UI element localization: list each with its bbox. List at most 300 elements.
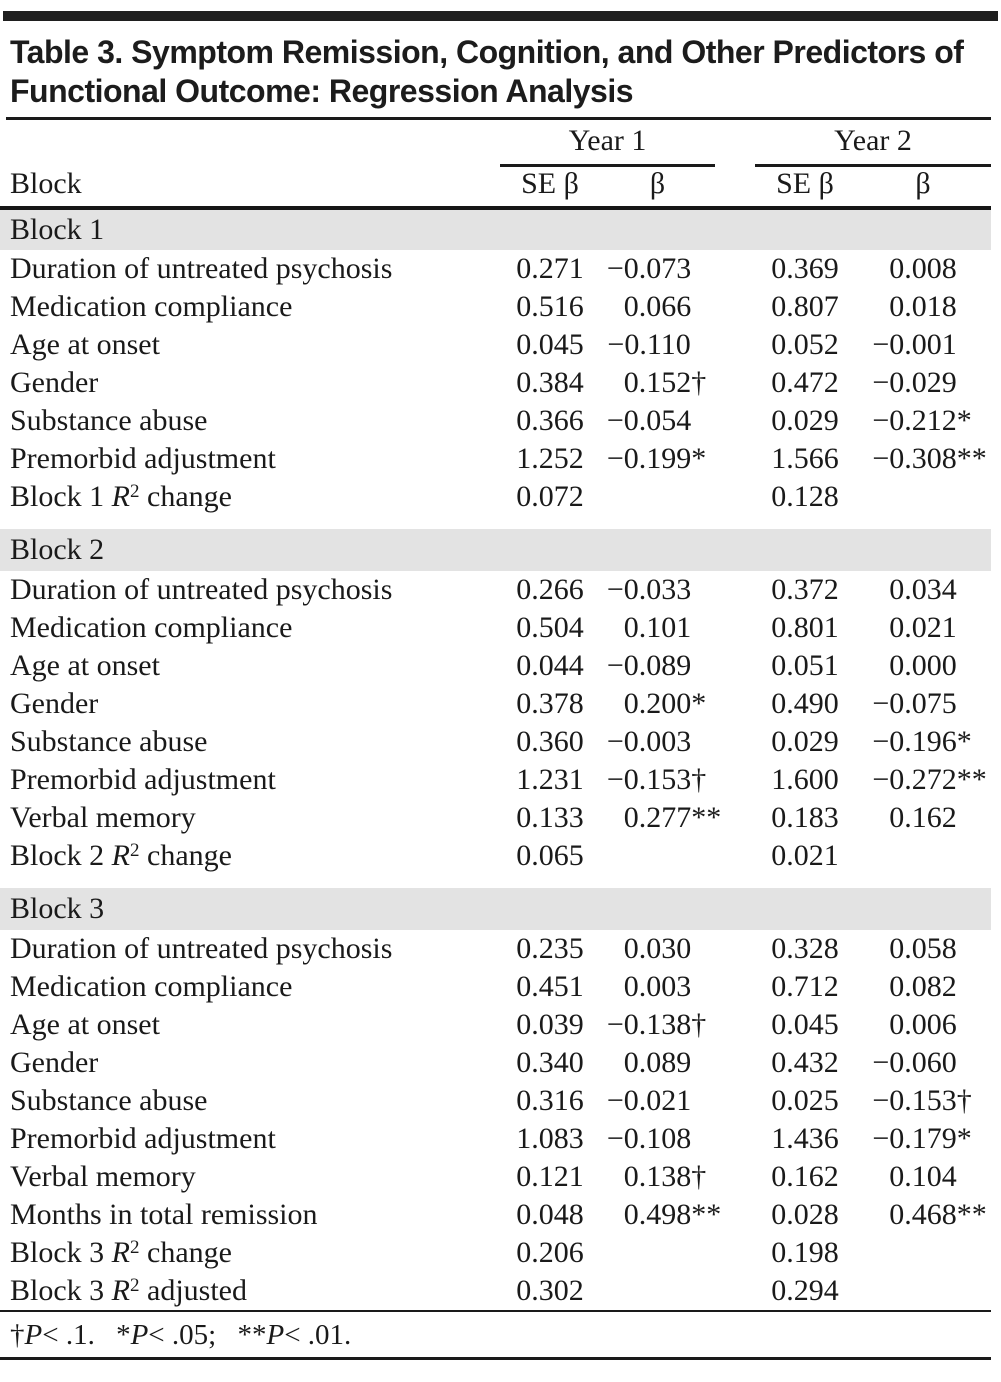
table-row [0, 1082, 991, 1120]
numeric-value: 0.498 ** [623, 1197, 722, 1231]
table-row [0, 1234, 991, 1272]
numeric-value: 0.516 [516, 289, 584, 323]
column-gap [715, 647, 755, 685]
numeric-value: − 0.196 * [872, 724, 972, 758]
row-label: Gender [10, 365, 99, 399]
cell-se-beta-year1 [500, 799, 600, 837]
cell-beta-year2 [855, 1120, 991, 1158]
cell-beta-year2 [855, 440, 991, 478]
col-header-beta-year1: β [600, 165, 715, 208]
column-gap [715, 571, 755, 609]
col-group-year1: Year 1 [500, 120, 715, 165]
col-group-year2: Year 2 [755, 120, 991, 165]
numeric-value: 0.152 † [623, 365, 707, 399]
block-header: Block 3 [0, 888, 991, 930]
block-header-row [0, 888, 991, 930]
numeric-value: 0.302 [516, 1273, 584, 1307]
table-row [0, 326, 991, 364]
cell-se-beta-year1 [500, 1272, 600, 1310]
block-header-row [0, 529, 991, 571]
numeric-value: 0.082 [889, 969, 957, 1003]
column-gap [715, 799, 755, 837]
numeric-value: 0.045 [771, 1007, 839, 1041]
numeric-value: 0.000 [889, 648, 957, 682]
cell-beta-year1 [600, 685, 715, 723]
numeric-value: 0.051 [771, 648, 839, 682]
numeric-value: 0.198 [771, 1235, 839, 1269]
table-row [0, 968, 991, 1006]
cell-se-beta-year2 [755, 1044, 855, 1082]
year-header-spacer [0, 120, 500, 165]
numeric-value: 1.566 [771, 441, 839, 475]
numeric-value: 0.039 [516, 1007, 584, 1041]
cell-beta-year1 [600, 837, 715, 875]
cell-beta-year1 [600, 609, 715, 647]
cell-beta-year1 [600, 440, 715, 478]
column-gap [715, 402, 755, 440]
row-label: Duration of untreated psychosis [10, 931, 393, 965]
cell-beta-year2 [855, 723, 991, 761]
numeric-value: 0.316 [516, 1083, 584, 1117]
cell-se-beta-year1 [500, 1158, 600, 1196]
numeric-value: 0.472 [771, 365, 839, 399]
table-title: Table 3. Symptom Remission, Cognition, and Other Predictors of Functional Outcome: Regression Analysis [10, 34, 964, 109]
numeric-value: 1.436 [771, 1121, 839, 1155]
cell-se-beta-year1 [500, 723, 600, 761]
numeric-value: 0.504 [516, 610, 584, 644]
cell-beta-year1 [600, 1234, 715, 1272]
block-gap [0, 875, 991, 888]
cell-beta-year2 [855, 1234, 991, 1272]
footnote [0, 1310, 991, 1360]
numeric-value: 0.089 [623, 1045, 692, 1079]
numeric-value: 0.066 [623, 289, 692, 323]
cell-se-beta-year2 [755, 1234, 855, 1272]
row-label: Gender [10, 1045, 99, 1079]
numeric-value: 0.366 [516, 403, 584, 437]
row-label: Substance abuse [10, 724, 208, 758]
column-gap [715, 250, 755, 288]
numeric-value: 0.206 [516, 1235, 584, 1269]
cell-se-beta-year2 [755, 1196, 855, 1234]
numeric-value: 0.121 [516, 1159, 584, 1193]
cell-beta-year2 [855, 478, 991, 516]
row-label: Block 3 $R^2$ adjusted [10, 1273, 247, 1307]
table-body [0, 208, 991, 1310]
paper-page [0, 11, 1001, 1382]
numeric-value: 0.807 [771, 289, 839, 323]
cell-beta-year1 [600, 761, 715, 799]
cell-se-beta-year2 [755, 1082, 855, 1120]
cell-se-beta-year1 [500, 1196, 600, 1234]
numeric-value: 0.044 [516, 648, 584, 682]
numeric-value: − 0.179 * [872, 1121, 972, 1155]
cell-beta-year2 [855, 968, 991, 1006]
cell-beta-year1 [600, 647, 715, 685]
cell-beta-year2 [855, 799, 991, 837]
numeric-value: − 0.073 [606, 251, 692, 285]
subheader-row [0, 165, 991, 208]
column-gap [715, 761, 755, 799]
column-gap [715, 326, 755, 364]
cell-se-beta-year2 [755, 609, 855, 647]
numeric-value: 0.101 [623, 610, 692, 644]
numeric-value: 0.378 [516, 686, 584, 720]
numeric-value: 0.271 [516, 251, 584, 285]
table-row [0, 478, 991, 516]
column-gap [715, 440, 755, 478]
top-rule [3, 11, 998, 21]
numeric-value: 0.029 [771, 724, 839, 758]
footnote-p-italic: P [266, 1318, 285, 1351]
footnote-p-italic: P [130, 1318, 149, 1351]
column-gap [715, 968, 755, 1006]
column-gap [715, 364, 755, 402]
cell-se-beta-year1 [500, 930, 600, 968]
col-header-se-beta-year2: SE β [755, 165, 855, 208]
cell-se-beta-year2 [755, 685, 855, 723]
cell-se-beta-year1 [500, 685, 600, 723]
regression-table [0, 120, 991, 1310]
table-row [0, 1196, 991, 1234]
numeric-value: 0.065 [516, 838, 584, 872]
block-gap-cell [0, 516, 991, 529]
row-label: Age at onset [10, 327, 160, 361]
numeric-value: 0.048 [516, 1197, 584, 1231]
numeric-value: − 0.089 [606, 648, 692, 682]
row-label: Months in total remission [10, 1197, 318, 1231]
superscript-2: 2 [130, 839, 140, 861]
cell-beta-year1 [600, 1120, 715, 1158]
table-row [0, 1158, 991, 1196]
numeric-value: 0.162 [889, 800, 957, 834]
row-label: Block 2 $R^2$ change [10, 838, 232, 872]
numeric-value: 0.133 [516, 800, 584, 834]
table-row [0, 609, 991, 647]
numeric-value: 0.021 [889, 610, 957, 644]
numeric-value: − 0.003 [606, 724, 692, 758]
numeric-value: 0.200 * [623, 686, 707, 720]
numeric-value: 1.600 [771, 762, 839, 796]
numeric-value: − 0.060 [872, 1045, 957, 1079]
numeric-value: 0.030 [623, 931, 692, 965]
numeric-value: 0.162 [771, 1159, 839, 1193]
cell-beta-year2 [855, 364, 991, 402]
block-header: Block 1 [0, 208, 991, 250]
cell-se-beta-year2 [755, 288, 855, 326]
column-gap [715, 1120, 755, 1158]
cell-se-beta-year1 [500, 968, 600, 1006]
table-row [0, 440, 991, 478]
column-gap [715, 165, 755, 208]
cell-se-beta-year2 [755, 930, 855, 968]
column-gap [715, 685, 755, 723]
cell-se-beta-year2 [755, 1158, 855, 1196]
numeric-value: 0.021 [771, 838, 839, 872]
numeric-value: − 0.075 [872, 686, 957, 720]
superscript-2: 2 [130, 480, 140, 502]
column-gap [715, 1006, 755, 1044]
cell-beta-year1 [600, 571, 715, 609]
numeric-value: 0.028 [771, 1197, 839, 1231]
cell-beta-year2 [855, 288, 991, 326]
table-row [0, 930, 991, 968]
column-gap [715, 837, 755, 875]
footnote-p-italic: P [24, 1318, 43, 1351]
cell-se-beta-year1 [500, 326, 600, 364]
footnote-text: ** [237, 1318, 267, 1351]
cell-beta-year2 [855, 1082, 991, 1120]
numeric-value: 0.372 [771, 572, 839, 606]
table-row [0, 723, 991, 761]
numeric-value: − 0.108 [606, 1121, 692, 1155]
table-row [0, 647, 991, 685]
row-label: Block 3 $R^2$ change [10, 1235, 232, 1269]
cell-se-beta-year1 [500, 1006, 600, 1044]
numeric-value: − 0.153 † [606, 762, 707, 796]
cell-se-beta-year1 [500, 478, 600, 516]
cell-beta-year1 [600, 326, 715, 364]
column-gap [715, 609, 755, 647]
cell-se-beta-year1 [500, 1120, 600, 1158]
cell-se-beta-year1 [500, 364, 600, 402]
numeric-value: 0.266 [516, 572, 584, 606]
cell-beta-year2 [855, 1044, 991, 1082]
cell-se-beta-year2 [755, 440, 855, 478]
numeric-value: − 0.029 [872, 365, 957, 399]
col-header-beta-year2: β [855, 165, 991, 208]
row-label: Verbal memory [10, 1159, 196, 1193]
numeric-value: − 0.001 [872, 327, 957, 361]
italic-r: R [111, 1273, 130, 1307]
cell-se-beta-year2 [755, 723, 855, 761]
block-gap-cell [0, 875, 991, 888]
table-row [0, 364, 991, 402]
row-label: Duration of untreated psychosis [10, 251, 393, 285]
numeric-value: 0.490 [771, 686, 839, 720]
numeric-value: 0.235 [516, 931, 584, 965]
cell-beta-year2 [855, 837, 991, 875]
cell-beta-year2 [855, 930, 991, 968]
italic-r: R [111, 1235, 130, 1269]
numeric-value: 0.072 [516, 479, 584, 513]
cell-beta-year1 [600, 723, 715, 761]
table-row [0, 1120, 991, 1158]
cell-se-beta-year2 [755, 364, 855, 402]
numeric-value: 0.712 [771, 969, 839, 1003]
cell-se-beta-year2 [755, 799, 855, 837]
numeric-value: 0.294 [771, 1273, 839, 1307]
numeric-value: − 0.033 [606, 572, 692, 606]
cell-beta-year2 [855, 571, 991, 609]
numeric-value: 0.277 ** [623, 800, 722, 834]
numeric-value: 0.801 [771, 610, 839, 644]
col-header-block: Block [0, 165, 500, 208]
cell-beta-year2 [855, 685, 991, 723]
cell-se-beta-year2 [755, 326, 855, 364]
cell-beta-year2 [855, 647, 991, 685]
numeric-value: 0.340 [516, 1045, 584, 1079]
cell-se-beta-year2 [755, 1120, 855, 1158]
cell-beta-year2 [855, 326, 991, 364]
cell-beta-year2 [855, 402, 991, 440]
cell-se-beta-year2 [755, 1272, 855, 1310]
cell-se-beta-year1 [500, 571, 600, 609]
row-label: Block 1 $R^2$ change [10, 479, 232, 513]
numeric-value: 0.138 † [623, 1159, 707, 1193]
numeric-value: 0.360 [516, 724, 584, 758]
footnote-text: < .1. [42, 1318, 103, 1351]
cell-beta-year1 [600, 1272, 715, 1310]
cell-se-beta-year1 [500, 761, 600, 799]
table-row [0, 837, 991, 875]
cell-beta-year2 [855, 1158, 991, 1196]
year-header-row [0, 120, 991, 165]
cell-beta-year1 [600, 799, 722, 837]
numeric-value: 0.052 [771, 327, 839, 361]
cell-beta-year2 [855, 1006, 991, 1044]
numeric-value: 0.369 [771, 251, 839, 285]
cell-beta-year1 [600, 930, 715, 968]
numeric-value: − 0.138 † [606, 1007, 707, 1041]
column-gap [715, 288, 755, 326]
cell-se-beta-year1 [500, 1044, 600, 1082]
numeric-value: 0.058 [889, 931, 957, 965]
footnote-text: * [116, 1318, 131, 1351]
row-label: Substance abuse [10, 1083, 208, 1117]
cell-se-beta-year2 [755, 837, 855, 875]
numeric-value: − 0.021 [606, 1083, 692, 1117]
table-row [0, 288, 991, 326]
block-header: Block 2 [0, 529, 991, 571]
numeric-value: − 0.153 † [872, 1083, 972, 1117]
numeric-value: 0.468 ** [889, 1197, 987, 1231]
numeric-value: − 0.308 ** [872, 441, 987, 475]
footnote-text: † [10, 1318, 25, 1351]
cell-se-beta-year2 [755, 571, 855, 609]
col-header-se-beta-year1: SE β [500, 165, 600, 208]
cell-se-beta-year1 [500, 837, 600, 875]
cell-beta-year1 [600, 364, 715, 402]
numeric-value: 0.003 [623, 969, 692, 1003]
numeric-value: 0.104 [889, 1159, 957, 1193]
cell-se-beta-year1 [500, 609, 600, 647]
numeric-value: 1.083 [516, 1121, 584, 1155]
row-label: Medication compliance [10, 289, 293, 323]
row-label: Substance abuse [10, 403, 208, 437]
table-row [0, 685, 991, 723]
column-gap [715, 1196, 755, 1234]
numeric-value: 1.252 [516, 441, 584, 475]
cell-se-beta-year2 [755, 968, 855, 1006]
cell-se-beta-year1 [500, 250, 600, 288]
cell-se-beta-year1 [500, 288, 600, 326]
numeric-value: − 0.054 [606, 403, 692, 437]
numeric-value: 0.183 [771, 800, 839, 834]
superscript-2: 2 [130, 1236, 140, 1258]
numeric-value: 0.384 [516, 365, 584, 399]
numeric-value: 0.328 [771, 931, 839, 965]
cell-beta-year2 [855, 761, 991, 799]
cell-beta-year1 [600, 968, 715, 1006]
cell-beta-year1 [600, 1196, 722, 1234]
row-label: Age at onset [10, 648, 160, 682]
numeric-value: − 0.110 [607, 327, 691, 361]
row-label: Premorbid adjustment [10, 441, 276, 475]
cell-se-beta-year2 [755, 402, 855, 440]
footnote-text: < .01. [284, 1318, 352, 1351]
cell-se-beta-year1 [500, 402, 600, 440]
cell-se-beta-year2 [755, 1006, 855, 1044]
column-gap [715, 1044, 755, 1082]
cell-se-beta-year1 [500, 1234, 600, 1272]
table-row [0, 1272, 991, 1310]
table-row [0, 250, 991, 288]
numeric-value: 0.451 [516, 969, 584, 1003]
row-label: Medication compliance [10, 969, 293, 1003]
row-label: Medication compliance [10, 610, 293, 644]
row-label: Age at onset [10, 1007, 160, 1041]
column-gap [715, 1272, 755, 1310]
numeric-value: 0.029 [771, 403, 839, 437]
cell-se-beta-year1 [500, 647, 600, 685]
cell-beta-year2 [855, 1272, 991, 1310]
row-label: Premorbid adjustment [10, 762, 276, 796]
numeric-value: 0.128 [771, 479, 839, 513]
cell-beta-year2 [855, 1196, 991, 1234]
cell-se-beta-year2 [755, 478, 855, 516]
column-gap [715, 1234, 755, 1272]
numeric-value: − 0.272 ** [872, 762, 987, 796]
table-row [0, 402, 991, 440]
row-label: Verbal memory [10, 800, 196, 834]
column-gap [715, 1082, 755, 1120]
block-gap [0, 516, 991, 529]
numeric-value: 0.045 [516, 327, 584, 361]
row-label: Gender [10, 686, 99, 720]
cell-beta-year1 [600, 250, 715, 288]
table-row [0, 1044, 991, 1082]
footnote-text: < .05; [148, 1318, 224, 1351]
cell-beta-year1 [600, 1044, 715, 1082]
table-row [0, 761, 991, 799]
cell-se-beta-year2 [755, 647, 855, 685]
superscript-2: 2 [130, 1274, 140, 1296]
cell-beta-year1 [600, 1082, 715, 1120]
cell-se-beta-year1 [500, 1082, 600, 1120]
numeric-value: 1.231 [516, 762, 584, 796]
cell-beta-year1 [600, 1006, 715, 1044]
cell-beta-year2 [855, 250, 991, 288]
column-gap [715, 1158, 755, 1196]
block-header-row [0, 208, 991, 250]
table-row [0, 571, 991, 609]
table-row [0, 799, 991, 837]
cell-se-beta-year2 [755, 761, 855, 799]
cell-beta-year1 [600, 478, 715, 516]
row-label: Premorbid adjustment [10, 1121, 276, 1155]
numeric-value: − 0.199 * [606, 441, 707, 475]
numeric-value: 0.025 [771, 1083, 839, 1117]
table-row [0, 1006, 991, 1044]
column-gap [715, 478, 755, 516]
cell-beta-year1 [600, 288, 715, 326]
numeric-value: 0.008 [889, 251, 957, 285]
italic-r: R [111, 838, 130, 872]
numeric-value: − 0.212 * [872, 403, 972, 437]
column-gap [715, 120, 755, 165]
row-label: Duration of untreated psychosis [10, 572, 393, 606]
